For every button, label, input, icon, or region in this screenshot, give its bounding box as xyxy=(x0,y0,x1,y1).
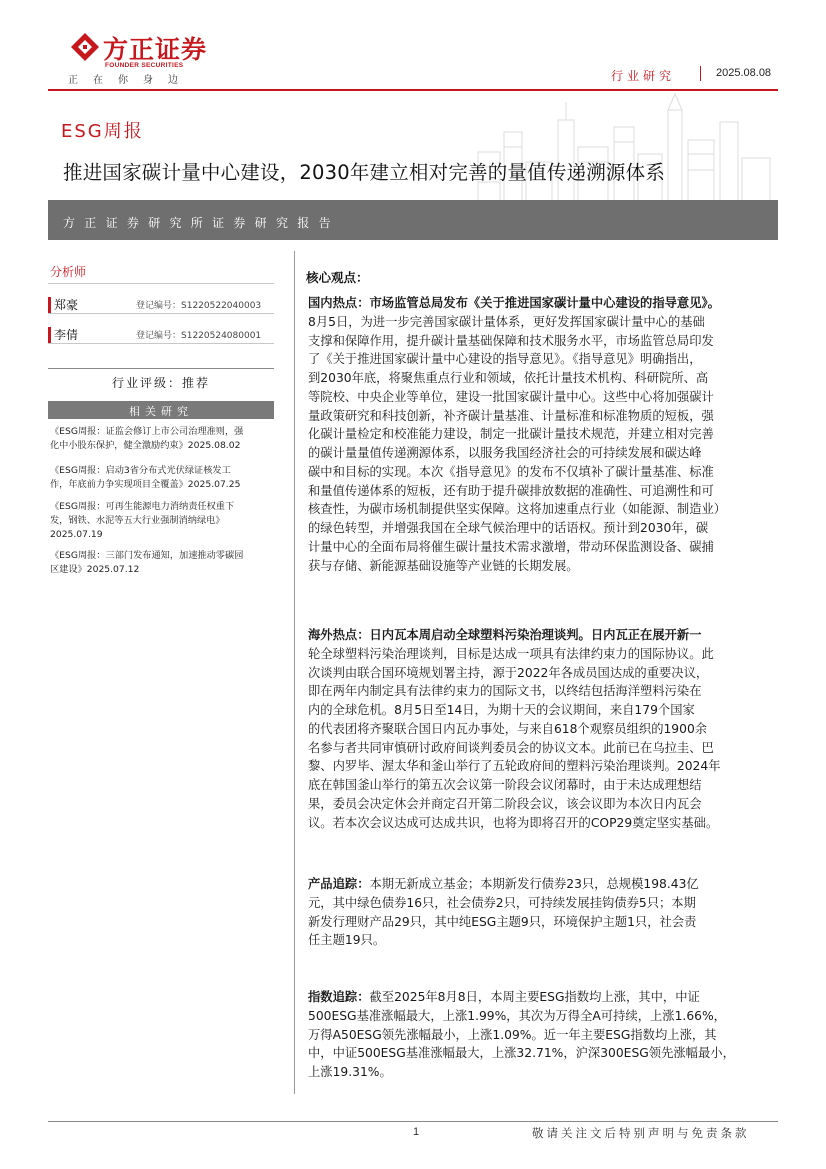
core-viewpoint-heading: 核心观点： xyxy=(306,270,369,285)
section-label: 海外热点： xyxy=(308,628,370,642)
section-label: 指数追踪： xyxy=(308,990,370,1004)
analyst-marker xyxy=(48,297,51,313)
section-label: 国内热点： xyxy=(308,296,370,310)
logo-english-name: FOUNDER SECURITIES xyxy=(105,62,184,69)
column-divider xyxy=(294,251,295,1094)
header-rule xyxy=(48,89,778,91)
sidebar-divider xyxy=(48,343,274,344)
section-label: 产品追踪： xyxy=(308,877,370,891)
industry-rating: 行业评级：推荐 xyxy=(111,376,210,390)
header-separator xyxy=(700,66,701,81)
related-research-bar xyxy=(48,401,274,419)
analyst-entry xyxy=(48,323,274,353)
institute-text: 方正证券研究所证券研究报告 xyxy=(63,216,340,230)
sidebar-divider xyxy=(48,313,274,314)
overseas-hotspot-paragraph: 海外热点：日内瓦本周启动全球塑料污染治理谈判。日内瓦正在展开新一 轮全球塑料污染治理谈判，目标是达成一项具有法律约束力的国际协议。此 次谈判由联合国环境规划署主持，源于2022年各成员国达成的重要决议， 即在两年内制定具有法律约束力的国际文书，以终结包括海洋塑料污染在 内的全球危机。8月5日至14日，为期十天的会议期间，来自179个国家 的代表团将齐聚联合国日内瓦办事处，与来自618个观察员组织的1900余 名参与者共同审慎研讨政府间谈判委员会的协议文本。此前已在乌拉圭、巴 黎、内罗毕、渥太华和釜山举行了五轮政府间的塑料污染治理谈判。2024年 底在韩国釜山举行的第五次会议第一阶段会议闭幕时，由于未达成理想结 果，委员会决定休会并商定召开第二阶段会议，该会议即为本次日内瓦会 议。若本次会议达成可达成共识，也将为即将召开的COP29奠定坚实基础。 xyxy=(308,628,721,830)
report-date: 2025.08.08 xyxy=(716,67,772,79)
related-report-link[interactable]: 《ESG周报：证监会修订上市公司治理准则，强 化中小股东保护，健全激励约束》2025.08.02 xyxy=(50,426,244,452)
related-research-heading: 相关研究 xyxy=(129,405,193,418)
sidebar-divider xyxy=(48,283,274,284)
analyst-registration: 登记编号：S1220522040003 xyxy=(136,301,262,311)
analyst-marker xyxy=(48,327,51,343)
product-tracking-paragraph: 产品追踪：本期无新成立基金；本期新发行债券23只，总规模198.43亿 元，其中绿色债券16只，社会债券2只，可持续发展挂钩债券5只；本期 新发行理财产品29只，其中纯ESG主题9只，环境保护主题1只，社会责 任主题19只。 xyxy=(308,877,699,948)
analyst-name: 郑豪 xyxy=(54,298,79,312)
report-category: 行业研究 xyxy=(611,69,676,83)
analyst-heading: 分析师 xyxy=(50,265,87,279)
related-report-link[interactable]: 《ESG周报：三部门发布通知，加速推动零碳园 区建设》2025.07.12 xyxy=(50,550,244,576)
analyst-name: 李倩 xyxy=(54,328,79,342)
logo-chinese-name: 方正证券 xyxy=(103,35,208,64)
page-number: 1 xyxy=(413,1126,420,1138)
report-type: ESG周报 xyxy=(61,121,144,142)
analyst-registration: 登记编号：S1220524080001 xyxy=(136,331,262,341)
index-tracking-paragraph: 指数追踪：截至2025年8月8日，本周主要ESG指数均上涨，其中，中证 500ESG基准涨幅最大，上涨1.99%，其次为万得全A可持续，上涨1.66%， 万得A50ESG领先涨幅最小，上涨1.09%。近一年主要ESG指数均上涨，其 中，中证500ESG基准涨幅最大，上涨32.71%，沪深300ESG领先涨幅最小， 上涨19.31%。 xyxy=(308,990,735,1079)
report-title: 推进国家碳计量中心建设，2030年建立相对完善的量值传递溯源体系 xyxy=(63,161,666,184)
disclaimer-notice: 敬请关注文后特别声明与免责条款 xyxy=(532,1126,750,1140)
domestic-hotspot-paragraph: 国内热点：市场监管总局发布《关于推进国家碳计量中心建设的指导意见》。 8月5日，为进一步完善国家碳计量体系，更好发挥国家碳计量中心的基础 支撑和保障作用，提升碳计量基础保障和技术服务水平，市场监管总局印发 了《关于推进国家碳计量中心建设的指导意见》。《指导意见》明确指出， 到2030年底，将聚焦重点行业和领域，依托计量技术机构、科研院所、高 等院校、中央企业等单位，建设一批国家碳计量中心。这些中心将加强碳计 量政策研究和科技创新，补齐碳计量基准、计量标准和标准物质的短板，强 化碳计量检定和校准能力建设，制定一批碳计量技术规范，并建立相对完善 的碳计量量值传递溯源体系，以服务我国经济社会的可持续发展和碳达峰 碳中和目标的实现。本次《指导意见》的发布不仅填补了碳计量基准、标准 和量值传递体系的短板，还有助于提升碳排放数据的准确性、可追溯性和可 核查性，为碳市场机制提供坚实保障。这将加速重点行业（如能源、制造业） 的绿色转型，并增强我国在全球气候治理中的话语权。预计到2030年，碳 计量中心的全面布局将催生碳计量技术需求激增，带动环保监测设备、碳捕 获与存储、新能源基础设施等产业链的长期发展。 xyxy=(308,296,727,573)
analyst-entry xyxy=(48,293,274,323)
founder-logo-icon xyxy=(70,32,100,62)
slogan: 正在你身边 xyxy=(68,75,193,86)
related-report-link[interactable]: 《ESG周报：可再生能源电力消纳责任权重下 发，钢铁、水泥等五大行业强制消纳绿电》 2025.07.19 xyxy=(50,501,235,541)
related-report-link[interactable]: 《ESG周报：启动3省分布式光伏绿证核发工 作，年底前力争实现项目全覆盖》2025.07.25 xyxy=(50,465,241,491)
footer-rule xyxy=(48,1121,778,1122)
